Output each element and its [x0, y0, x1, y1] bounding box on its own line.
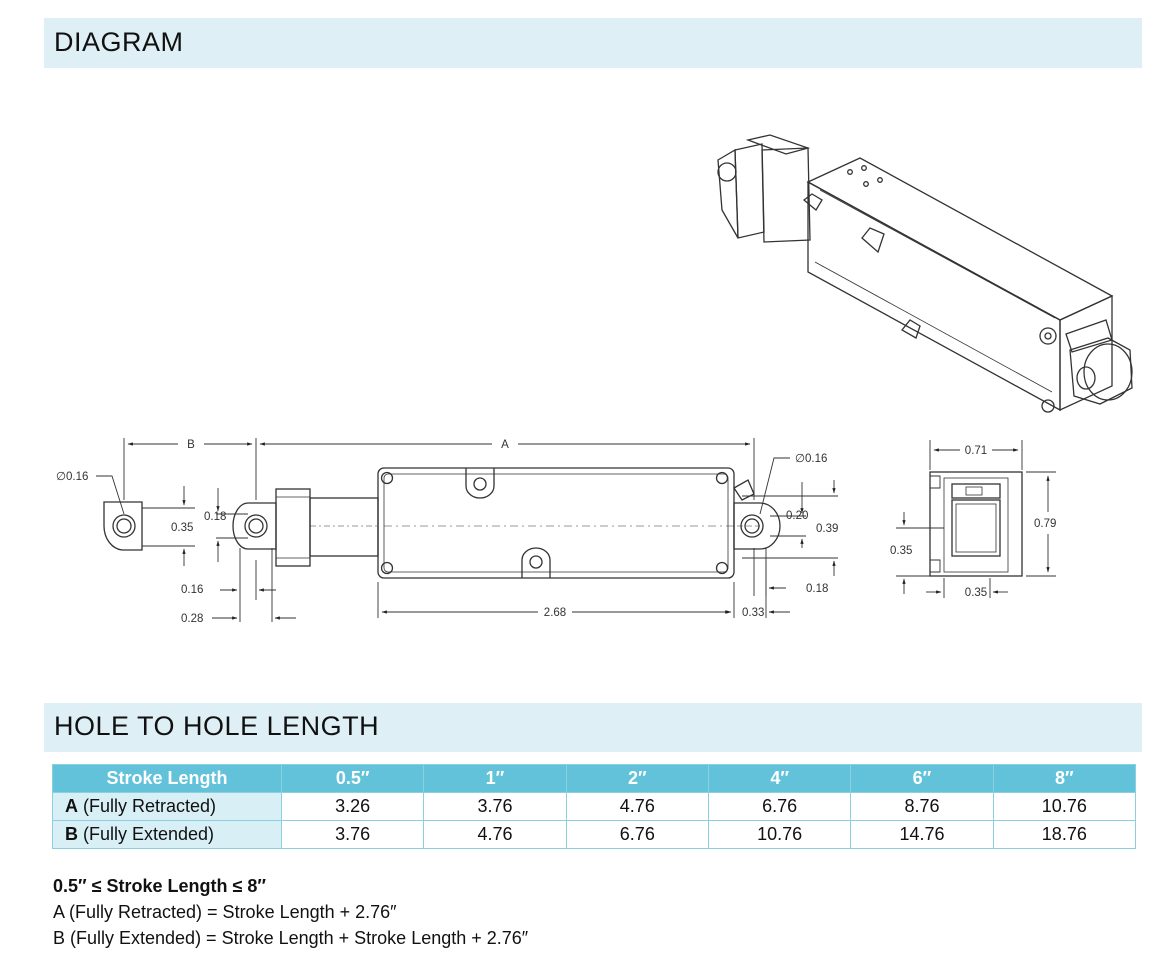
side-view-dimensions — [96, 438, 838, 622]
diagram-section-title: DIAGRAM — [54, 27, 184, 57]
dim-018-right: 0.18 — [806, 583, 829, 595]
dim-016-bottom: 0.16 — [181, 584, 204, 596]
table-cell: 10.76 — [993, 793, 1135, 821]
hole-section-header — [44, 703, 1142, 752]
dim-b-label: B — [187, 439, 195, 451]
dim-a-label: A — [501, 439, 509, 451]
dimension-labels — [56, 439, 1056, 625]
header-stroke: 2″ — [566, 765, 708, 793]
row-label-b — [53, 821, 282, 849]
isometric-view — [718, 135, 1132, 412]
table-cell: 3.76 — [282, 821, 424, 849]
dim-020: 0.20 — [786, 510, 809, 522]
table-cell: 18.76 — [993, 821, 1135, 849]
dim-035-end-bottom: 0.35 — [964, 587, 988, 599]
formula-retracted: A (Fully Retracted) = Stroke Length + 2.76″ — [53, 902, 397, 922]
end-view-dimensions — [896, 440, 1056, 598]
row-label-a — [53, 793, 282, 821]
table-cell: 4.76 — [424, 821, 566, 849]
dim-028-bottom: 0.28 — [181, 613, 204, 625]
header-stroke: 8″ — [993, 765, 1135, 793]
table-cell: 10.76 — [708, 821, 850, 849]
header-stroke: 4″ — [708, 765, 850, 793]
dim-phi-left: ∅0.16 — [56, 471, 89, 483]
table-cell: 14.76 — [851, 821, 993, 849]
table-row — [53, 793, 1136, 821]
dim-268: 2.68 — [543, 607, 567, 619]
header-stroke-length: Stroke Length — [53, 765, 282, 793]
hole-section-title: HOLE TO HOLE LENGTH — [54, 711, 380, 741]
table-cell: 4.76 — [566, 793, 708, 821]
header-stroke: 1″ — [424, 765, 566, 793]
formula-extended: B (Fully Extended) = Stroke Length + Stroke Length + 2.76″ — [53, 928, 529, 948]
row-desc-b: (Fully Extended) — [78, 824, 215, 844]
header-stroke: 0.5″ — [282, 765, 424, 793]
table-cell: 6.76 — [708, 793, 850, 821]
table-cell: 3.26 — [282, 793, 424, 821]
stroke-range: 0.5″ ≤ Stroke Length ≤ 8″ — [53, 876, 267, 896]
table-row — [53, 821, 1136, 849]
dim-035-left: 0.35 — [171, 522, 194, 534]
row-letter-b: B — [65, 824, 78, 844]
table-cell: 3.76 — [424, 793, 566, 821]
row-letter-a: A — [65, 796, 78, 816]
hole-length-table — [52, 764, 1136, 849]
end-view — [930, 472, 1022, 576]
dim-033: 0.33 — [742, 607, 765, 619]
table-cell: 8.76 — [851, 793, 993, 821]
dim-071: 0.71 — [964, 445, 988, 457]
row-desc-a: (Fully Retracted) — [78, 796, 217, 816]
dim-035-end-left: 0.35 — [890, 545, 913, 557]
side-view — [104, 468, 780, 578]
dim-039: 0.39 — [816, 523, 839, 535]
table-header-row — [53, 765, 1136, 793]
table-cell: 6.76 — [566, 821, 708, 849]
dim-018-left: 0.18 — [204, 511, 227, 523]
dim-079: 0.79 — [1034, 518, 1057, 530]
header-stroke: 6″ — [851, 765, 993, 793]
dim-phi-right: ∅0.16 — [795, 453, 828, 465]
formulas-block — [53, 873, 528, 951]
